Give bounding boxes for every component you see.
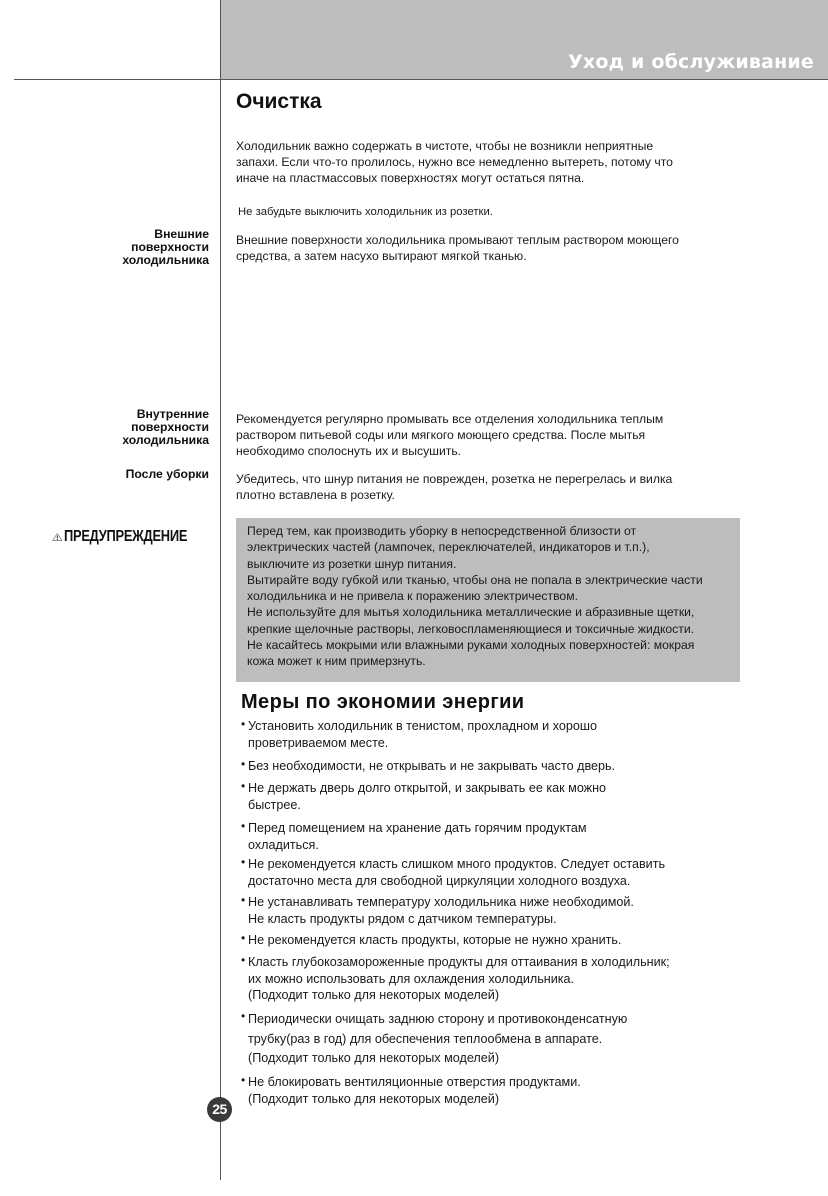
warning-line: выключите из розетки шнур питания. xyxy=(247,556,457,571)
interior-label: Внутренние поверхности холодильника xyxy=(122,407,209,447)
warning-line: электрических частей (лампочек, переключателей, индикаторов и т.п.), xyxy=(247,540,650,555)
tip-text: Установить холодильник в тенистом, прохладном и хорошо проветриваемом месте. xyxy=(248,719,597,750)
exterior-text xyxy=(236,232,736,264)
exterior-label: Внешние поверхности холодильника xyxy=(122,227,209,267)
margin-divider xyxy=(220,0,221,1180)
energy-tip xyxy=(241,856,761,889)
warning-label: ПРЕДУПРЕЖДЕНИЕ xyxy=(63,528,187,545)
tip-text: Класть глубокозамороженные продукты для оттаивания в холодильник; их можно использовать для охлаждения холодильника. (Подходит только для некоторых моделей) xyxy=(248,955,670,1002)
exterior-line: средства, а затем насухо вытирают мягкой тканью. xyxy=(236,249,527,263)
bullet-icon: • xyxy=(241,819,246,833)
bullet-icon: • xyxy=(241,757,246,771)
bullet-icon: • xyxy=(241,893,246,907)
after-line: Убедитесь, что шнур питания не поврежден, розетка не перегрелась и вилка xyxy=(236,472,673,486)
tip-text: Перед помещением на хранение дать горячим продуктам охладиться. xyxy=(248,821,587,852)
energy-tip xyxy=(241,932,761,949)
warning-line: холодильника и не привела к поражению электричеством. xyxy=(247,589,578,604)
interior-line: раствором питьевой соды или мягкого моющего средства. После мытья xyxy=(236,428,646,442)
energy-tip xyxy=(241,1010,761,1069)
warning-line: Не касайтесь мокрыми или влажными руками холодных поверхностей: мокрая xyxy=(247,638,695,653)
interior-line: Рекомендуется регулярно промывать все отделения холодильника теплым xyxy=(236,412,664,426)
energy-tip xyxy=(241,718,761,751)
after-cleaning-text xyxy=(236,471,736,503)
energy-tip xyxy=(241,954,761,1004)
bullet-icon: • xyxy=(241,855,246,869)
energy-tip xyxy=(241,820,761,853)
energy-heading: Меры по экономии энергии xyxy=(241,691,525,713)
energy-tip xyxy=(241,1074,761,1107)
unplug-note: Не забудьте выключить холодильник из розетки. xyxy=(238,206,493,218)
warning-line: кожа может к ним примерзнуть. xyxy=(247,654,426,669)
warning-line: Перед тем, как производить уборку в непосредственной близости от xyxy=(247,524,637,538)
tip-text: Не держать дверь долго открытой, и закрывать ее как можно быстрее. xyxy=(248,781,607,812)
energy-tip xyxy=(241,780,761,813)
page-number: 25 xyxy=(207,1097,232,1122)
warning-triangle-icon xyxy=(52,523,63,551)
bullet-icon: • xyxy=(241,717,246,731)
bullet-icon: • xyxy=(241,953,246,967)
cleaning-heading: Очистка xyxy=(236,90,322,113)
warning-badge xyxy=(52,523,212,551)
exterior-line: Внешние поверхности холодильника промывают теплым раствором моющего xyxy=(236,233,679,247)
warning-box xyxy=(236,518,740,682)
header-rule xyxy=(14,79,828,80)
cleaning-intro xyxy=(236,138,736,186)
bullet-icon: • xyxy=(241,779,246,793)
energy-tip xyxy=(241,758,761,775)
after-line: плотно вставлена в розетку. xyxy=(236,488,395,502)
tip-text: Периодически очищать заднюю сторону и противоконденсатную трубку(раз в год) для обеспечения теплообмена в аппарате. (Подходит только для некоторых моделей) xyxy=(248,1012,628,1065)
after-cleaning-label: После уборки xyxy=(125,467,209,481)
tip-text: Не рекомендуется класть продукты, которые не нужно хранить. xyxy=(248,933,622,947)
section-title: Уход и обслуживание xyxy=(568,51,814,73)
intro-line: запахи. Если что-то пролилось, нужно все немедленно вытереть, потому что xyxy=(236,155,673,169)
header-band xyxy=(221,0,828,79)
bullet-icon: • xyxy=(241,1073,246,1087)
bullet-icon: • xyxy=(241,931,246,945)
tip-text: Без необходимости, не открывать и не закрывать часто дверь. xyxy=(248,759,616,773)
bullet-icon: • xyxy=(241,1009,246,1023)
tip-text: Не устанавливать температуру холодильника ниже необходимой. Не класть продукты рядом с датчиком температуры. xyxy=(248,895,634,926)
warning-line: Не используйте для мытья холодильника металлические и абразивные щетки, xyxy=(247,605,695,620)
intro-line: Холодильник важно содержать в чистоте, чтобы не возникли неприятные xyxy=(236,139,654,153)
tip-text: Не блокировать вентиляционные отверстия продуктами. (Подходит только для некоторых моделей) xyxy=(248,1075,581,1106)
interior-text xyxy=(236,411,736,459)
warning-line: крепкие щелочные растворы, легковоспламеняющиеся и токсичные жидкости. xyxy=(247,621,695,636)
energy-tip xyxy=(241,894,761,927)
interior-line: необходимо сполоснуть их и высушить. xyxy=(236,444,462,458)
warning-line: Вытирайте воду губкой или тканью, чтобы она не попала в электрические части xyxy=(247,572,703,587)
tip-text: Не рекомендуется класть слишком много продуктов. Следует оставить достаточно места для свободной циркуляции холодного воздуха. xyxy=(248,857,666,888)
intro-line: иначе на пластмассовых поверхностях могут остаться пятна. xyxy=(236,171,585,185)
